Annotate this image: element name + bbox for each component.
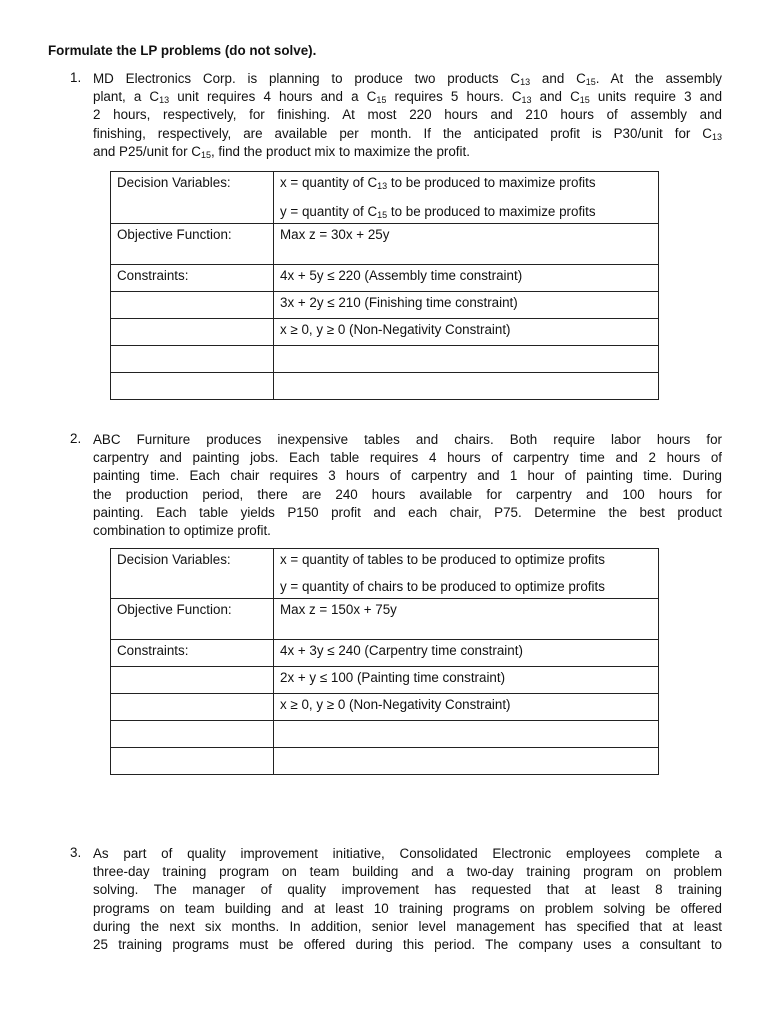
- problem-text: [93, 70, 722, 161]
- table-row: [111, 265, 659, 292]
- objective-function: Max z = 30x + 25y: [274, 224, 659, 265]
- table-row: [111, 694, 659, 721]
- problem-line: and P25/unit for $C_{15}$, find the product mix to maximize the profit.: [93, 143, 470, 160]
- objective-function-label: Objective Function:: [111, 599, 274, 640]
- problem-line: the production period, there are 240 hours available for carpentry and 100 hours for: [93, 486, 722, 502]
- problem-line: programs on team building and at least 10 training programs on problem solving be offered: [93, 900, 722, 916]
- problem-line: painting. Each table yields P150 profit and each chair, P75. Determine the best product: [93, 504, 722, 520]
- table-row: [111, 373, 659, 400]
- empty-cell: [274, 373, 659, 400]
- empty-cell: [111, 694, 274, 721]
- problem-2: [70, 431, 722, 540]
- constraint: x ≥ 0, y ≥ 0 (Non-Negativity Constraint): [274, 319, 659, 346]
- problem-number: 3.: [70, 845, 82, 860]
- decision-y: y = quantity of chairs to be produced to optimize profits: [280, 579, 605, 594]
- decision-variables-label: Decision Variables:: [111, 549, 274, 599]
- table-row: [111, 319, 659, 346]
- constraint: 2x + y ≤ 100 (Painting time constraint): [274, 667, 659, 694]
- objective-function-label: Objective Function:: [111, 224, 274, 265]
- empty-cell: [111, 748, 274, 775]
- lp-table-1: [110, 171, 659, 400]
- problem-line: 25 training programs must be offered during this period. The company uses a consultant to: [93, 937, 722, 953]
- problem-1: [70, 70, 722, 161]
- problem-line: plant, a $C_{13}$ unit requires 4 hours and a $C_{15}$ requires 5 hours. $C_{13}$ and $C_{15}$ units require 3 and: [93, 89, 723, 106]
- page-heading: Formulate the LP problems (do not solve).: [48, 43, 317, 58]
- problem-text: [93, 431, 722, 540]
- problem-line: during the next six months. In addition, senior level management has specified that at least: [93, 918, 722, 934]
- decision-variables-cell: [274, 172, 659, 224]
- decision-variables-cell: [274, 549, 659, 599]
- table-row: [111, 667, 659, 694]
- problem-line: painting time. Each chair requires 3 hours of carpentry and 1 hour of painting time. During: [93, 468, 722, 484]
- empty-cell: [111, 346, 274, 373]
- problem-line: ABC Furniture produces inexpensive tables and chairs. Both require labor hours for: [93, 432, 722, 447]
- problem-line: 2 hours, respectively, for finishing. At most 220 hours and 210 hours of assembly and: [93, 107, 722, 123]
- table-row: [111, 549, 659, 599]
- problem-line: three-day training program on team building and a two-day training program on problem: [93, 864, 722, 880]
- constraint: 4x + 3y ≤ 240 (Carpentry time constraint): [274, 640, 659, 667]
- decision-y: y = quantity of $C_{15}$ to be produced to maximize profits: [280, 204, 596, 220]
- empty-cell: [111, 373, 274, 400]
- empty-cell: [111, 319, 274, 346]
- problem-text: [93, 845, 722, 954]
- table-row: [111, 640, 659, 667]
- lp-table-2: [110, 548, 659, 775]
- table-row: [111, 172, 659, 224]
- empty-cell: [111, 292, 274, 319]
- problem-3: [70, 845, 722, 954]
- table-row: [111, 224, 659, 265]
- problem-line: MD Electronics Corp. is planning to produce two products $C_{13}$ and $C_{15}$. At the assembly: [93, 71, 723, 87]
- problem-line: combination to optimize profit.: [93, 523, 271, 539]
- empty-cell: [111, 721, 274, 748]
- problem-line: As part of quality improvement initiative, Consolidated Electronic employees complete a: [93, 846, 722, 861]
- problem-line: finishing, respectively, are available per month. If the anticipated profit is P30/unit for $C_{13}$: [93, 125, 722, 142]
- table-row: [111, 721, 659, 748]
- problem-number: 1.: [70, 70, 82, 85]
- decision-x: x = quantity of $C_{13}$ to be produced to maximize profits: [280, 175, 596, 191]
- empty-cell: [111, 667, 274, 694]
- objective-function: Max z = 150x + 75y: [274, 599, 659, 640]
- decision-variables-label: Decision Variables:: [111, 172, 274, 224]
- constraints-label: Constraints:: [111, 265, 274, 292]
- problem-number: 2.: [70, 431, 82, 446]
- constraints-label: Constraints:: [111, 640, 274, 667]
- constraint: 4x + 5y ≤ 220 (Assembly time constraint): [274, 265, 659, 292]
- problem-line: solving. The manager of quality improvement has requested that at least 8 training: [93, 882, 722, 898]
- constraint: 3x + 2y ≤ 210 (Finishing time constraint): [274, 292, 659, 319]
- empty-cell: [274, 346, 659, 373]
- table-row: [111, 748, 659, 775]
- table-row: [111, 599, 659, 640]
- constraint: x ≥ 0, y ≥ 0 (Non-Negativity Constraint): [274, 694, 659, 721]
- problem-line: carpentry and painting jobs. Each table requires 4 hours of carpentry time and 2 hours of: [93, 450, 722, 466]
- empty-cell: [274, 748, 659, 775]
- table-row: [111, 292, 659, 319]
- empty-cell: [274, 721, 659, 748]
- table-row: [111, 346, 659, 373]
- decision-x: x = quantity of tables to be produced to optimize profits: [280, 552, 605, 567]
